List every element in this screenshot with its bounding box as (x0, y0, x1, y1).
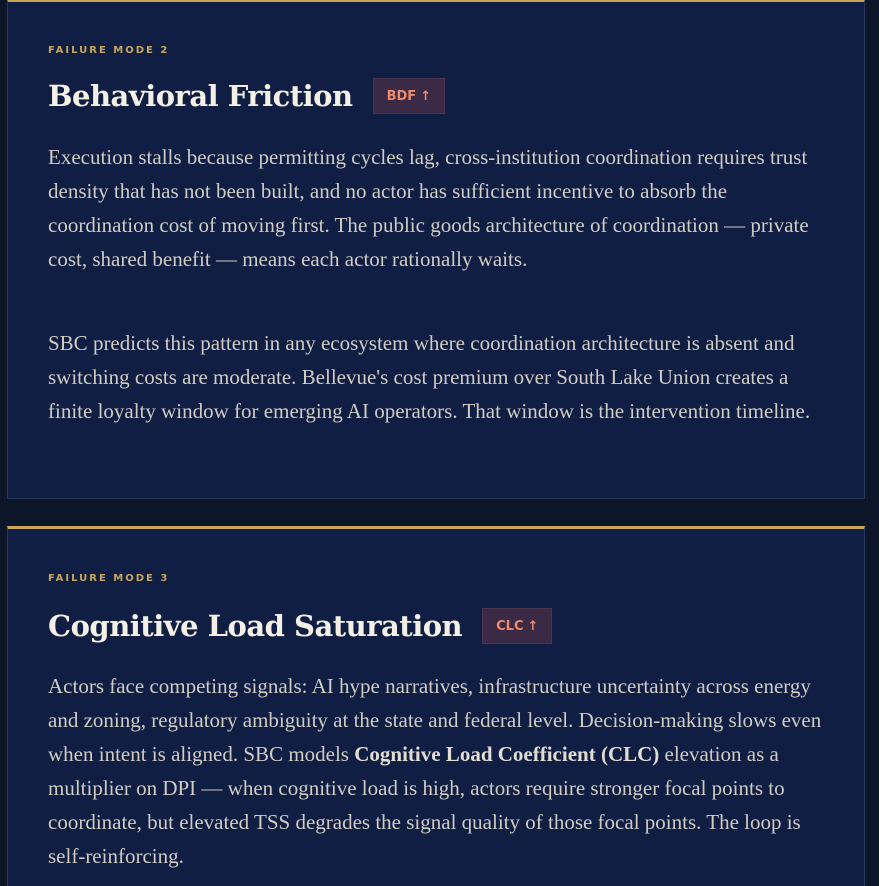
metric-badge (482, 608, 552, 644)
failure-mode-card (7, 0, 865, 499)
body-paragraph (48, 669, 828, 873)
bold-term: Cognitive Load Coefficient (CLC) (354, 742, 660, 766)
paragraph-text: elevation as a multiplier on DPI — when cognitive load is high, actors require stronger focal points to coordinate, but elevated TSS degrades the signal quality of those focal points. The loop is self-reinforcing. (48, 742, 801, 868)
section-eyebrow: FAILURE MODE 3 (48, 573, 170, 584)
body-paragraph: Execution stalls because permitting cycles lag, cross-institution coordination requires trust density that has not been built, and no actor has sufficient incentive to absorb the coordination cost of moving first. The public goods architecture of coordination — private cost, shared benefit — means each actor rationally waits. (48, 145, 809, 271)
arrow-up-icon: ↑ (527, 618, 539, 634)
section-title: Cognitive Load Saturation (48, 609, 463, 643)
body-paragraph: SBC predicts this pattern in any ecosystem where coordination architecture is absent and switching costs are moderate. Bellevue's cost premium over South Lake Union creates a finite loyalty window for emerging AI operators. That window is the intervention timeline. (48, 331, 811, 423)
metric-badge (373, 78, 446, 114)
paragraph-text: Actors face competing signals: AI hype narratives, infrastructure uncertainty across energy and zoning, regulatory ambiguity at the state and federal level. Decision-making slows even when intent is aligned. SBC models (48, 674, 822, 766)
failure-mode-card (7, 526, 865, 886)
section-title: Behavioral Friction (48, 79, 353, 113)
badge-label: BDF (386, 88, 417, 104)
arrow-up-icon: ↑ (420, 88, 432, 104)
title-row (48, 608, 552, 644)
section-eyebrow: FAILURE MODE 2 (48, 45, 170, 56)
title-row (48, 78, 445, 114)
badge-label: CLC (496, 618, 524, 634)
